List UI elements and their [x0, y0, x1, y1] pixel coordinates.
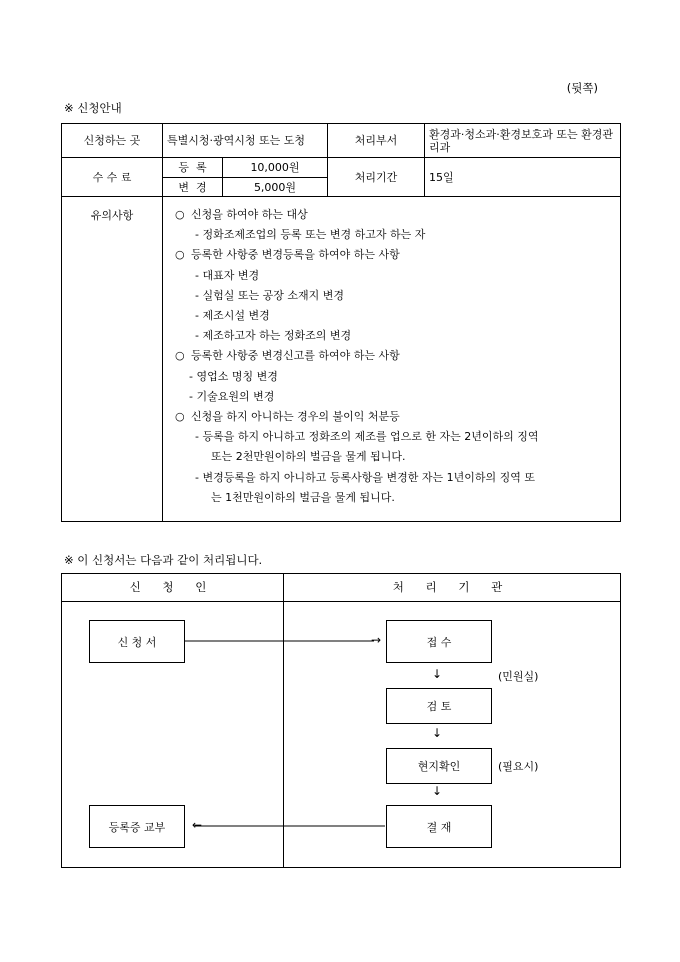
note-item: - 제조하고자 하는 정화조의 변경 [195, 329, 352, 343]
circle-bullet-icon: ○ [175, 208, 185, 221]
note-item: - 변경등록을 하지 아니하고 등록사항을 변경한 자는 1년이하의 징역 또 [195, 470, 535, 484]
place-label: 신청하는 곳 [62, 124, 163, 158]
note-item-cont: 또는 2천만원이하의 벌금을 물게 됩니다. [211, 450, 406, 464]
step-site-check: 현지확인 [386, 748, 492, 784]
arrow-right-icon: → [371, 633, 382, 647]
step-review: 검 토 [386, 688, 492, 724]
note-item: - 등록을 하지 아니하고 정화조의 제조를 업으로 한 자는 2년이하의 징역 [195, 430, 539, 444]
fee-amount-change: 5,000원 [223, 178, 328, 197]
arrow-down-icon: ↓ [431, 784, 443, 798]
note-if-needed: (필요시) [498, 760, 539, 773]
arrow-down-icon: ↓ [431, 726, 443, 740]
note-item: - 영업소 명칭 변경 [189, 369, 278, 383]
circle-bullet-icon: ○ [175, 349, 185, 363]
arrow-left-icon: ← [192, 818, 203, 832]
note-heading: ○ 신청을 하여야 하는 대상 [175, 205, 612, 225]
note-item: - 기술요원의 변경 [189, 389, 275, 403]
fee-type-register: 등 록 [163, 158, 223, 178]
flow-title: ※ 이 신청서는 다음과 같이 처리됩니다. [64, 553, 263, 567]
fee-type-change: 변 경 [163, 178, 223, 197]
step-receive: 접 수 [386, 620, 492, 663]
guide-table [61, 123, 621, 522]
backside-label: (뒷쪽) [566, 81, 598, 95]
certificate-box: 등록증 교부 [89, 805, 185, 848]
note-item: - 제조시설 변경 [195, 309, 270, 323]
agency-header: 처 리 기 관 [392, 580, 512, 594]
arrow-down-icon: ↓ [431, 667, 443, 681]
guide-title: ※ 신청안내 [64, 101, 122, 115]
dept-value: 환경과·청소과·환경보호과 또는 환경관리과 [425, 124, 621, 158]
dept-label: 처리부서 [328, 124, 425, 158]
period-value: 15일 [425, 158, 621, 197]
note-heading: ○ 신청을 하지 아니하는 경우의 불이익 처분등 [175, 407, 612, 427]
applicant-header: 신 청 인 [129, 580, 216, 594]
fee-amount-register: 10,000원 [223, 158, 328, 178]
notes-cell [163, 197, 621, 522]
period-label: 처리기간 [328, 158, 425, 197]
note-heading: ○ 등록한 사항중 변경신고를 하여야 하는 사항 [175, 346, 612, 366]
fee-label: 수 수 료 [62, 158, 163, 197]
step-approval: 결 재 [386, 805, 492, 848]
note-heading: ○ 등록한 사항중 변경등록을 하여야 하는 사항 [175, 245, 612, 265]
circle-bullet-icon: ○ [175, 410, 185, 424]
note-item: - 정화조제조업의 등록 또는 변경 하고자 하는 자 [195, 228, 426, 242]
note-civil-office: (민원실) [498, 670, 539, 683]
place-value: 특별시청·광역시청 또는 도청 [163, 124, 328, 158]
flow-connectors [62, 574, 620, 867]
notes-label: 유의사항 [62, 197, 163, 522]
application-box: 신 청 서 [89, 620, 185, 663]
note-item: - 실험실 또는 공장 소재지 변경 [195, 288, 344, 302]
circle-bullet-icon: ○ [175, 248, 185, 262]
process-flow [61, 573, 621, 868]
note-item: - 대표자 변경 [195, 268, 260, 282]
note-item-cont: 는 1천만원이하의 벌금을 물게 됩니다. [211, 490, 395, 504]
